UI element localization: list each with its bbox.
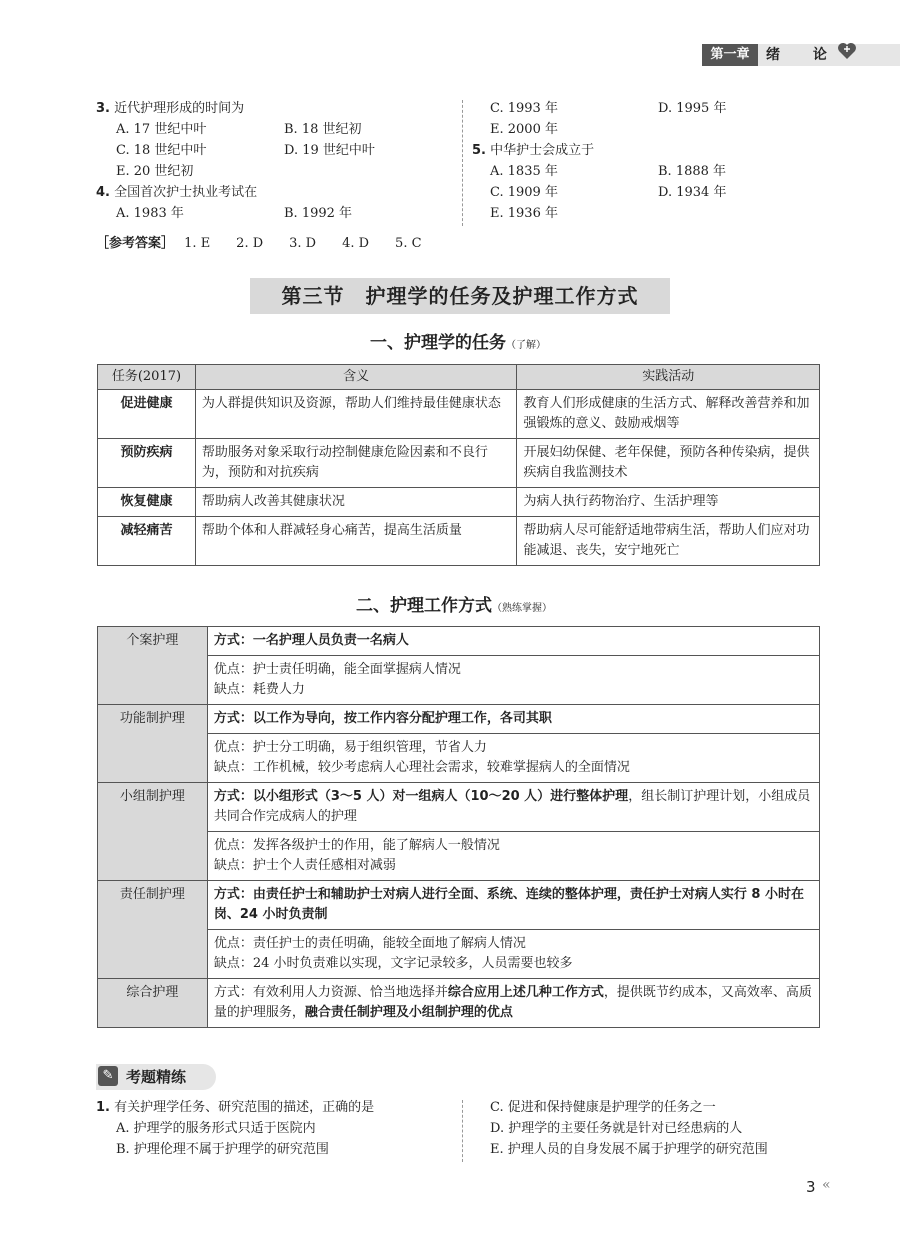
table-header-row xyxy=(98,365,820,390)
option-b: B. 1992 年 xyxy=(284,206,353,221)
question-number: 1. xyxy=(96,1100,110,1115)
pros-cons-cell xyxy=(207,930,819,979)
meaning-cell: 帮助病人改善其健康状况 xyxy=(195,488,517,517)
practice-cell: 为病人执行药物治疗、生活护理等 xyxy=(517,488,820,517)
option-b: B. 护理伦理不属于护理学的研究范围 xyxy=(116,1142,329,1157)
pencil-icon: ✎ xyxy=(98,1066,118,1086)
option-c: C. 促进和保持健康是护理学的任务之一 xyxy=(490,1100,716,1115)
option-e: E. 20 世纪初 xyxy=(116,164,194,179)
chapter-tag: 第一章 xyxy=(702,44,758,66)
option-b: B. 18 世纪初 xyxy=(284,122,362,137)
question-3 xyxy=(96,98,244,119)
mode-cell xyxy=(207,979,819,1028)
answer-values: 1. E 2. D 3. D 4. D 5. C xyxy=(184,236,422,251)
question-stem: 有关护理学任务、研究范围的描述，正确的是 xyxy=(114,1100,375,1115)
mode-cell xyxy=(207,783,819,832)
pros-cons-cell xyxy=(207,832,819,881)
table-row xyxy=(98,488,820,517)
table-row xyxy=(98,627,820,656)
pros-cons-cell xyxy=(207,656,819,705)
methods-table xyxy=(97,626,820,1028)
pros-text: 优点：责任护士的责任明确，能较全面地了解病人情况 xyxy=(213,936,526,951)
cons-text: 缺点：护士个人责任感相对减弱 xyxy=(213,858,396,873)
mode-cell: 方式：以工作为导向，按工作内容分配护理工作，各司其职 xyxy=(207,705,819,734)
question-4 xyxy=(96,182,257,203)
mode-cell: 方式：一名护理人员负责一名病人 xyxy=(207,627,819,656)
pros-text: 优点：发挥各级护士的作用，能了解病人一般情况 xyxy=(213,838,500,853)
mode-bold-text: 方式：以小组形式（3～5 人）对一组病人（10～20 人）进行整体护理 xyxy=(213,789,629,804)
option-d: D. 1995 年 xyxy=(658,101,727,116)
column-header: 任务(2017) xyxy=(98,365,196,390)
method-name-cell: 综合护理 xyxy=(98,979,208,1028)
option-a: A. 1983 年 xyxy=(116,206,184,221)
question-stem: 全国首次护士执业考试在 xyxy=(114,185,258,200)
question-number: 3. xyxy=(96,101,110,116)
meaning-cell: 为人群提供知识及资源，帮助人们维持最佳健康状态 xyxy=(195,390,517,439)
exam-label: 考题精练 xyxy=(126,1068,187,1086)
column-header: 含义 xyxy=(195,365,517,390)
option-e: E. 护理人员的自身发展不属于护理学的研究范围 xyxy=(490,1142,768,1157)
method-name-cell: 功能制护理 xyxy=(98,705,208,783)
table-row xyxy=(98,783,820,832)
page-number: 3 xyxy=(806,1178,816,1196)
question-number: 5. xyxy=(472,143,486,158)
methods-heading-text: 二、护理工作方式 xyxy=(356,596,492,616)
double-chevron-left-icon: « xyxy=(822,1177,831,1193)
task-cell: 促进健康 xyxy=(98,390,196,439)
option-a: A. 17 世纪中叶 xyxy=(116,122,207,137)
meaning-cell: 帮助个体和人群减轻身心痛苦，提高生活质量 xyxy=(195,517,517,566)
methods-heading xyxy=(356,591,552,616)
task-cell: 预防疾病 xyxy=(98,439,196,488)
method-name-cell: 个案护理 xyxy=(98,627,208,705)
tasks-table xyxy=(97,364,820,566)
option-d: D. 1934 年 xyxy=(658,185,727,200)
practice-cell: 教育人们形成健康的生活方式、解释改善营养和加强锻炼的意义、鼓励戒烟等 xyxy=(517,390,820,439)
method-name-cell: 小组制护理 xyxy=(98,783,208,881)
methods-level: （熟练掌握） xyxy=(492,603,552,614)
option-d: D. 19 世纪中叶 xyxy=(284,143,375,158)
question-5 xyxy=(472,140,594,161)
table-row xyxy=(98,390,820,439)
answer-key xyxy=(96,233,422,254)
answer-label: ［参考答案］ xyxy=(96,236,175,251)
practice-cell: 开展妇幼保健、老年保健，预防各种传染病，提供疾病自我监测技术 xyxy=(517,439,820,488)
option-b: B. 1888 年 xyxy=(658,164,727,179)
option-e: E. 1936 年 xyxy=(490,206,558,221)
practice-cell: 帮助病人尽可能舒适地带病生活，帮助人们应对功能减退、丧失，安宁地死亡 xyxy=(517,517,820,566)
meaning-cell: 帮助服务对象采取行动控制健康危险因素和不良行为，预防和对抗疾病 xyxy=(195,439,517,488)
mode-text: ，提供既节约成本，又高效率、高质量的护理服务， xyxy=(213,985,812,1020)
cons-text: 缺点：24 小时负责难以实现，文字记录较多，人员需要也较多 xyxy=(213,956,573,971)
exam-question-1 xyxy=(96,1097,374,1118)
chapter-title: 绪 论 xyxy=(766,47,841,63)
section-title: 第三节 护理学的任务及护理工作方式 xyxy=(250,278,670,314)
table-row xyxy=(98,881,820,930)
question-number: 4. xyxy=(96,185,110,200)
mode-cell: 方式：由责任护士和辅助护士对病人进行全面、系统、连续的整体护理，责任护士对病人实行 8 小时在岗、24 小时负责制 xyxy=(207,881,819,930)
pros-cons-cell xyxy=(207,734,819,783)
task-cell: 恢复健康 xyxy=(98,488,196,517)
column-divider xyxy=(462,1100,463,1162)
mode-text: 方式：有效利用人力资源、恰当地选择并 xyxy=(213,985,448,1000)
mode-bold-text: 融合责任制护理及小组制护理的优点 xyxy=(304,1005,513,1020)
table-row xyxy=(98,517,820,566)
option-a: A. 1835 年 xyxy=(490,164,558,179)
question-stem: 近代护理形成的时间为 xyxy=(114,101,245,116)
cons-text: 缺点：工作机械，较少考虑病人心理社会需求，较难掌握病人的全面情况 xyxy=(213,760,630,775)
method-name-cell: 责任制护理 xyxy=(98,881,208,979)
table-row xyxy=(98,439,820,488)
tasks-level: （了解） xyxy=(506,340,546,351)
table-row xyxy=(98,705,820,734)
column-header: 实践活动 xyxy=(517,365,820,390)
question-stem: 中华护士会成立于 xyxy=(490,143,595,158)
option-c: C. 1993 年 xyxy=(490,101,558,116)
tasks-heading xyxy=(370,328,546,353)
table-row xyxy=(98,979,820,1028)
mode-rest-text: ，组长制订护理计划，小组成员共同合作完成病人的护理 xyxy=(213,789,811,824)
tasks-heading-text: 一、护理学的任务 xyxy=(370,333,506,353)
mode-bold-text: 综合应用上述几种工作方式 xyxy=(447,985,604,1000)
option-d: D. 护理学的主要任务就是针对已经患病的人 xyxy=(490,1121,743,1136)
task-cell: 减轻痛苦 xyxy=(98,517,196,566)
cons-text: 缺点：耗费人力 xyxy=(213,682,305,697)
option-e: E. 2000 年 xyxy=(490,122,558,137)
option-a: A. 护理学的服务形式只适于医院内 xyxy=(116,1121,316,1136)
pros-text: 优点：护士责任明确，能全面掌握病人情况 xyxy=(213,662,461,677)
pros-text: 优点：护士分工明确，易于组织管理，节省人力 xyxy=(213,740,487,755)
column-divider xyxy=(462,100,463,226)
option-c: C. 18 世纪中叶 xyxy=(116,143,207,158)
option-c: C. 1909 年 xyxy=(490,185,558,200)
heart-icon xyxy=(836,40,858,62)
